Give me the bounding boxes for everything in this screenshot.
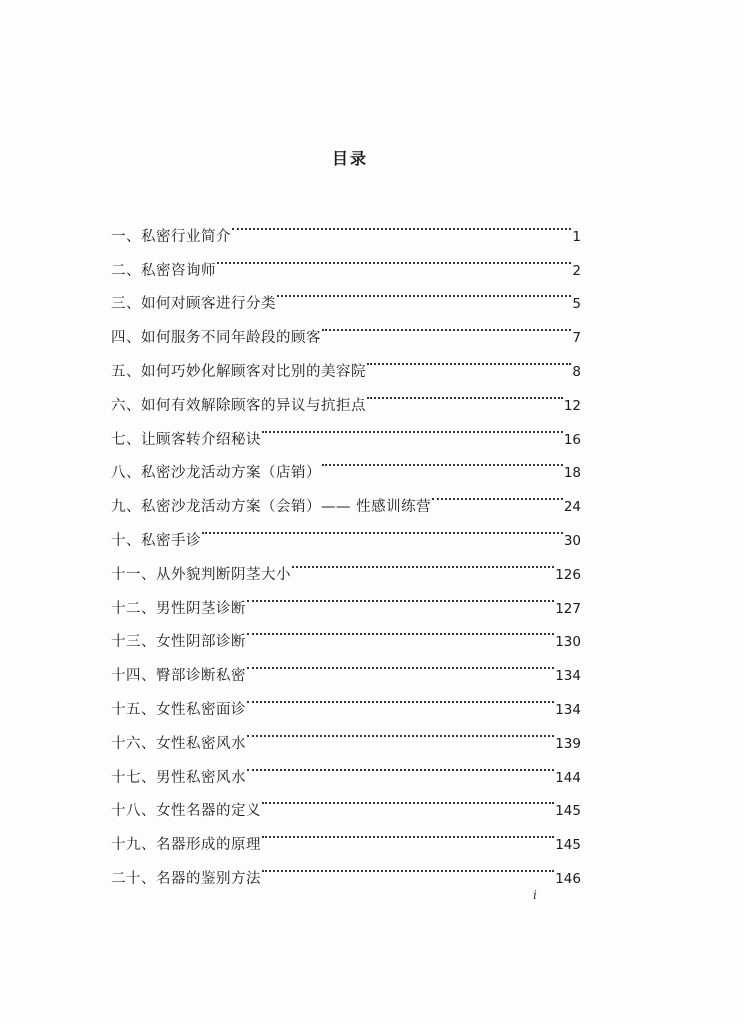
toc-entry-label: 六、如何有效解除顾客的异议与抗拒点 xyxy=(111,397,366,414)
toc-entry-label: 十四、臀部诊断私密 xyxy=(111,668,246,685)
toc-entry-label: 二十、名器的鉴别方法 xyxy=(111,870,261,887)
toc-entry-label: 十七、男性私密风水 xyxy=(111,769,246,786)
toc-entry-page: 12 xyxy=(563,397,581,414)
dot-leader xyxy=(262,782,554,816)
dot-leader xyxy=(202,511,563,545)
toc-entry-page: 126 xyxy=(555,566,581,583)
dot-leader xyxy=(247,646,554,680)
dot-leader xyxy=(292,545,554,579)
dot-leader xyxy=(232,207,571,241)
toc-title: 目录 xyxy=(331,149,368,168)
dot-leader xyxy=(262,815,554,849)
toc-entry-label: 二、私密咨询师 xyxy=(111,262,216,279)
toc-entry-label: 三、如何对顾客进行分类 xyxy=(111,296,276,313)
toc-entry-page: 146 xyxy=(555,870,581,887)
toc-entry-label: 十九、名器形成的原理 xyxy=(111,837,261,854)
toc-entry-page: 1 xyxy=(572,228,581,245)
toc-entry-label: 十一、从外貌判断阴茎大小 xyxy=(111,566,291,583)
toc-entry-page: 7 xyxy=(572,330,581,347)
toc-entry-label: 十三、女性阴部诊断 xyxy=(111,634,246,651)
toc-entry-page: 130 xyxy=(555,634,581,651)
toc-entry-page: 18 xyxy=(563,465,581,482)
toc-entry-label: 五、如何巧妙化解顾客对比别的美容院 xyxy=(111,363,366,380)
dot-leader xyxy=(247,714,554,748)
toc-entry-page: 2 xyxy=(572,262,581,279)
toc-entry-label: 一、私密行业简介 xyxy=(111,228,231,245)
toc-entry-label: 七、让顾客转介绍秘诀 xyxy=(111,431,261,448)
dot-leader xyxy=(247,680,554,714)
toc-entry-label: 八、私密沙龙活动方案（店销） xyxy=(111,465,321,482)
toc-entry-page: 5 xyxy=(572,296,581,313)
toc-entry-page: 139 xyxy=(555,735,581,752)
toc-entry-page: 134 xyxy=(555,668,581,685)
dot-leader xyxy=(322,444,563,478)
dot-leader xyxy=(247,613,554,647)
dot-leader xyxy=(262,849,554,883)
toc-entry-label: 四、如何服务不同年龄段的顾客 xyxy=(111,330,321,347)
toc-entry-label: 十二、男性阴茎诊断 xyxy=(111,600,246,617)
dot-leader xyxy=(247,748,554,782)
toc-entry-page: 30 xyxy=(563,532,581,549)
toc-entry-page: 144 xyxy=(555,769,581,786)
toc-entry-label: 十五、女性私密面诊 xyxy=(111,701,246,718)
toc-entry-page: 127 xyxy=(555,600,581,617)
dot-leader xyxy=(262,410,563,444)
toc-entry-page: 16 xyxy=(563,431,581,448)
toc-entry-page: 145 xyxy=(555,803,581,820)
toc-entry-page: 134 xyxy=(555,701,581,718)
toc-entry-label: 十六、女性私密风水 xyxy=(111,735,246,752)
dot-leader xyxy=(217,241,571,275)
dot-leader xyxy=(432,477,563,511)
toc-entry-label: 十八、女性名器的定义 xyxy=(111,803,261,820)
toc-entry xyxy=(111,207,581,245)
dot-leader xyxy=(277,275,571,309)
page-number-mark: i xyxy=(533,888,537,902)
toc-list xyxy=(111,207,581,887)
toc-entry-page: 8 xyxy=(572,363,581,380)
toc-entry-label: 十、私密手诊 xyxy=(111,532,201,549)
dot-leader xyxy=(247,579,554,613)
toc-entry-page: 24 xyxy=(563,499,581,516)
dot-leader xyxy=(367,376,563,410)
dot-leader xyxy=(367,342,571,376)
dot-leader xyxy=(322,308,571,342)
toc-entry-label: 九、私密沙龙活动方案（会销）—— 性感训练营 xyxy=(111,499,432,516)
toc-entry-page: 145 xyxy=(555,837,581,854)
